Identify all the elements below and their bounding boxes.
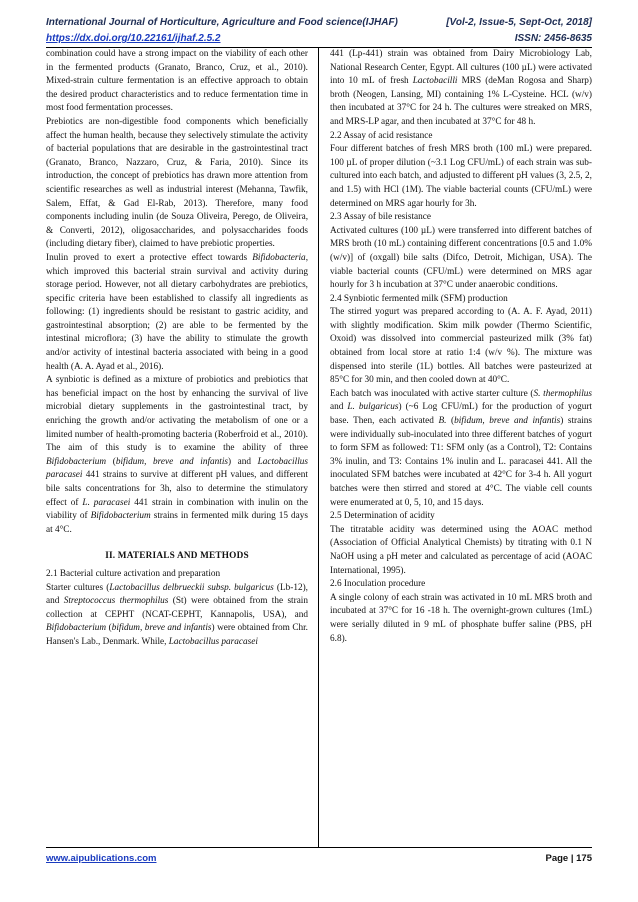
column-divider (318, 48, 319, 848)
italic-term: S. thermophilus (533, 388, 592, 399)
text-run: (Lb-12), and (46, 582, 308, 607)
paragraph: The titratable acidity was determined using the AOAC method (Association of Official Analytical Chemists) by titrating with 0.1 N NaOH using a pH meter and calculated as percentage of acid (AOAC International, 1995). (330, 524, 592, 576)
subsection-heading: 2.5 Determination of acidity (330, 511, 435, 522)
italic-term: Streptococcus thermophilus (63, 596, 169, 607)
subsection-heading: 2.2 Assay of acid resistance (330, 130, 433, 141)
paragraph: Prebiotics are non-digestible food components which beneficially affect the human health, because they selectively stimulate the activity of bacterial populations that are desirable in the gastrointestinal tract (Granato, Branco, Nazzaro, Cruz, & Faria, 2010). Since its introduction, the concept of prebiotics has drawn more attention from scientific researches as well as industrial interest (Mehanna, Tawfik, Salem, Effat, & Gad El-Rab, 2013). Therefore, many food components including inulin (de Souza Oliveira, Perego, de Oliveira, & Converti, 2012), oligosaccharides, and polysaccharides foods (including dietary fiber), claimed to have prebiotic properties. (46, 116, 308, 250)
right-column (330, 48, 592, 646)
text-run: ) strains were individually sub-inoculated into three different batches of yogurt to form SFM as followed: T1: SFM only (as a Control), T2: Contains 3% inulin, and T3: Contains 1% inulin and L. paracasei 441. All the inoculated SFM batches were incubated at 42°C for 3-4 h. All yogurt batches were then stirred and stored at 4°C. The viable cell counts were enumerated at 0, 5, 10, and 15 days. (330, 416, 592, 508)
paragraph: combination could have a strong impact on the viability of each other in the fermented products (Granato, Branco, Cruz, et al., 2010). Mixed-strain culture fermentation is an effective approach to obtain the desired product characteristics and to reduce fermentation time in most food fermentation processes. (46, 49, 308, 114)
text-run: Inulin proved to exert a protective effect towards (46, 252, 253, 263)
italic-term: bifidum, breve and infantis (111, 623, 212, 634)
website-link[interactable]: www.aipublications.com (46, 853, 157, 864)
text-run: MRS (deMan Rogosa and Sharp) broth (Neogen, Lansing, MI) containing 1% L-Cysteine. HCL (w/v) then incubated at 37°C for 24 h. The cultures were streaked on MRS, and MRS-LP agar, and then incubated at 37°C for 48 h. (330, 76, 593, 127)
text-run: and (330, 402, 348, 413)
paragraph (46, 374, 308, 537)
text-run: ) (~6 Log CFU/mL) for the production of yogurt base. Then, each activated (330, 402, 593, 427)
paragraph: The stirred yogurt was prepared according to (A. A. F. Ayad, 2011) with slightly modification. Skim milk powder (Thermo Scientific, Oxoid) was dissolved into commercial pasteurized milk (3% fat) obtained from local store at ratio 1:4 (w/v %). The mixture was dispensed into sterile (1L) bottles. All batches were pasteurized at 85°C for 30 min, and then cooled down at 40°C. (330, 307, 592, 386)
paragraph: Four different batches of fresh MRS broth (100 mL) were prepared. 100 µL of proper dilution (~3.1 Log CFU/mL) of each strain was sub-cultured into each batch, and adjusted to different pH values (3, 2.5, 2, and 1.5) with HCl (1M). The viable bacterial counts (CFU/mL) were determined on MRS agar hourly for 3h. (330, 144, 592, 209)
italic-term: L. paracasei (82, 497, 131, 508)
italic-term: B. (438, 416, 447, 427)
text-run: , which improved this bacterial strain survival and activity during storage period. However, not all dietary carbohydrates are prebiotics, specific criteria have been established to classify all ingredients as following: (1) ingredients should be resistant to gastric acidity, and gastrointestinal absorption; (2) are able to be fermented by the intestinal microflora; (3) have the ability to stimulate the growth and/or activity of intestinal bacteria associated with being in a good health (A. A. Ayad et al., 2016). (46, 252, 308, 372)
italic-term: L. bulgaricus (347, 402, 399, 413)
paragraph (330, 388, 592, 510)
italic-term: Bifidobacterium (46, 623, 107, 634)
issn: ISSN: 2456-8635 (514, 33, 592, 44)
italic-term: Bifidobacterium (90, 511, 151, 522)
volume-issue: [Vol-2, Issue-5, Sept-Oct, 2018] (446, 17, 592, 28)
text-run: 441 (Lp-441) strain was obtained from Dairy Microbiology Lab, National Research Center, Egypt. All cultures (100 µL) were activated into 10 mL of fresh (330, 49, 592, 87)
text-run: strains in fermented milk during 15 days at 4°C. (46, 511, 308, 535)
text-run: A synbiotic is defined as a mixture of probiotics and prebiotics that has beneficial impact on the host by enhancing the survival of live microbial dietary supplements in the gastrointestinal tract, by enriching the growth and/or activating the metabolism of one or a limited number of health-promoting bacteria (Roberfroid et al., 2010). The aim of this study is to examine the ability of three (46, 375, 308, 454)
running-header (46, 16, 592, 30)
text-run: ( (446, 416, 455, 427)
paragraph: A single colony of each strain was activated in 10 mL MRS broth and incubated at 37°C for 16 -18 h. The overnight-grown cultures (1mL) were serially diluted in 9 mL of phosphate buffer saline (PBS, pH 6.8). (330, 592, 592, 644)
subsection-heading: 2.3 Assay of bile resistance (330, 212, 431, 223)
subsection-heading: 2.4 Synbiotic fermented milk (SFM) production (330, 293, 508, 304)
italic-term: Lactobacillus delbrueckii subsp. bulgaricus (109, 582, 274, 593)
subsection-heading: 2.1 Bacterial culture activation and preparation (46, 568, 221, 579)
text-run: ( (106, 623, 112, 634)
paragraph (46, 252, 308, 374)
italic-term: Lactobacillus paracasei (168, 636, 258, 647)
doi-link[interactable]: https://dx.doi.org/10.22161/ijhaf.2.5.2 (46, 33, 221, 44)
text-run: (St) were obtained from the strain collection at CEPHT (NCAT-CEPHT, Kannapolis, USA), and (46, 596, 309, 620)
subsection-heading: 2.6 Inoculation procedure (330, 579, 426, 590)
section-heading: II. MATERIALS AND METHODS (105, 551, 249, 562)
left-column (46, 48, 308, 650)
italic-term: bifidum, breve and infantis (115, 456, 228, 467)
paragraph (330, 48, 592, 130)
text-run: ) and (228, 456, 258, 467)
text-run: Starter cultures ( (46, 582, 110, 593)
page-footer (46, 852, 592, 866)
journal-title: International Journal of Horticulture, Agriculture and Food science(IJHAF) (46, 17, 398, 28)
italic-term: Bifidobacterium (46, 456, 107, 467)
italic-term: Lactobacillus paracasei (46, 456, 308, 481)
running-header-doi-row (46, 32, 592, 46)
text-run: Each batch was inoculated with active starter culture ( (330, 388, 534, 399)
text-run: 441 strains to survive at different pH values, and different bile salts concentrations for 3h, also to determine the stimulatory effect of (46, 470, 308, 508)
text-run: 441 strain in combination with inulin on the viability of (46, 497, 309, 522)
paragraph (46, 582, 308, 650)
text-run: ) were obtained from Chr. Hansen's Lab., Denmark. While, (46, 623, 308, 647)
text-run: ( (106, 456, 116, 467)
paragraph: Activated cultures (100 µL) were transferred into different batches of MRS broth (10 mL) containing different concentrations [0.5 and 1.0% (w/v)] of (oxgall) bile salts (Difco, Detroit, Michigan, USA). The viable bacterial counts (CFU/mL) were determined on MRS agar hourly for 3 h incubation at 37°C under anaerobic conditions. (330, 225, 592, 291)
italic-term: bifidum, breve and infantis (454, 416, 561, 427)
page-number: Page | 175 (545, 853, 592, 864)
italic-term: Lactobacilli (412, 76, 458, 87)
italic-term: Bifidobacteria (252, 252, 306, 263)
footer-rule (46, 847, 592, 848)
